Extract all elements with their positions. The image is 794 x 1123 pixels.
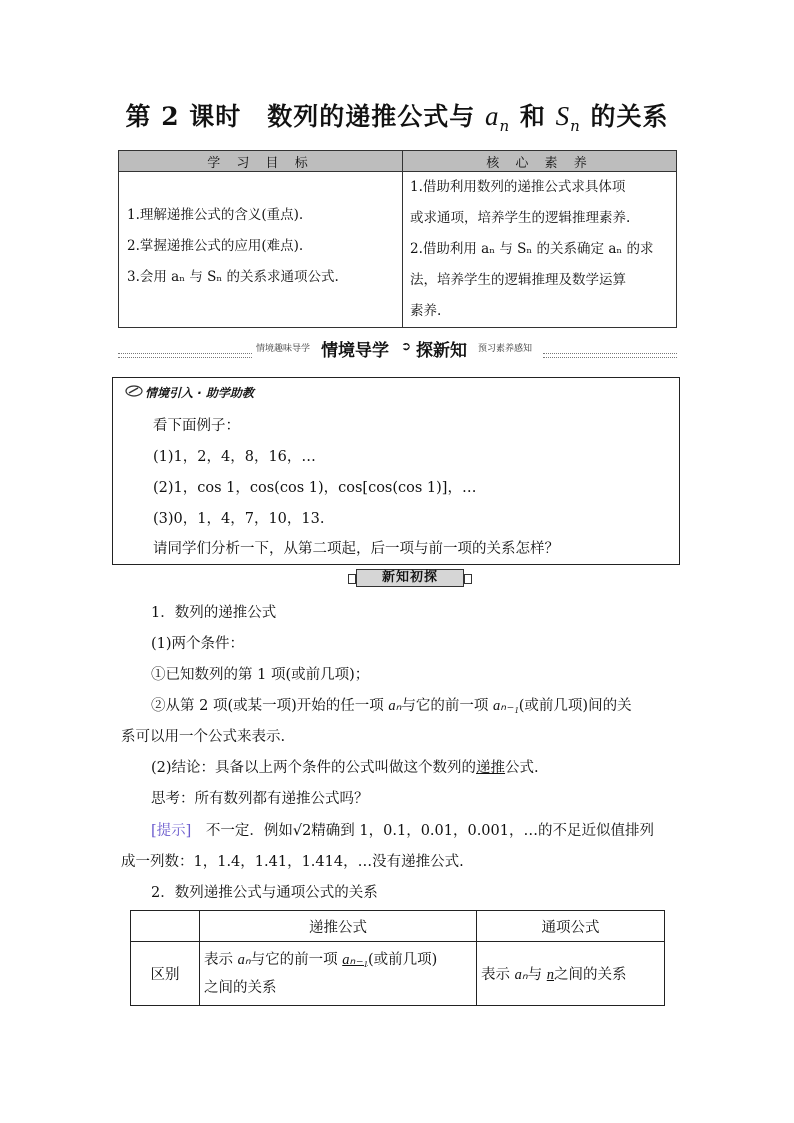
cell-text: 与它的前一项 xyxy=(250,951,343,968)
banner-title-left: 情境导学 xyxy=(321,341,389,361)
intro-line: (2)1，cos 1，cos(cos 1)，cos[cos(cos 1)]，… xyxy=(153,480,477,496)
intro-line: (3)0，1，4，7，10，13. xyxy=(153,511,325,527)
cell-text: 表示 xyxy=(481,967,515,983)
section-tag: 新知初探 xyxy=(356,569,464,587)
conclusion xyxy=(151,756,539,777)
intro-line: 看下面例子： xyxy=(153,418,240,434)
title-suffix: 的关系 xyxy=(580,102,669,131)
condition-2 xyxy=(151,694,632,715)
conclusion-text: 公式. xyxy=(505,760,539,776)
cell-text: (或前几项) xyxy=(367,951,438,968)
objectives-header-left: 学 习 目 标 xyxy=(119,151,403,172)
cell-text: 与 xyxy=(527,967,547,983)
title-s: S xyxy=(555,101,571,131)
literacy-line: 1.借助利用数列的递推公式求具体项 xyxy=(410,179,626,195)
title-prefix: 第 2 课时 数列的递推公式与 xyxy=(125,102,486,131)
cell-an1: aₙ₋₁ xyxy=(342,951,368,968)
hint-text: 精确到 1，0.1，0.01，0.001，…的不足近似值排列 xyxy=(311,823,654,839)
section-heading-2: 2．数列递推公式与通项公式的关系 xyxy=(151,885,378,901)
subheading-conditions: (1)两个条件： xyxy=(151,636,245,652)
title-mid: 和 xyxy=(510,102,556,131)
cond2-an1: aₙ₋₁ xyxy=(493,698,519,714)
table-corner-cell xyxy=(131,911,200,942)
intro-line: (1)1，2，4，8，16，… xyxy=(153,449,316,465)
objectives-header-right: 核 心 素 养 xyxy=(403,151,677,172)
relation-table xyxy=(130,910,665,1006)
intro-heading: 情境引入 · 助学助教 xyxy=(145,386,254,400)
title-a: a xyxy=(485,101,500,131)
condition-2-cont: 系可以用一个公式来表示. xyxy=(121,729,286,745)
cell-text: 表示 xyxy=(204,951,238,968)
objective-item: 3.会用 aₙ 与 Sₙ 的关系求通项公式. xyxy=(127,269,339,285)
objective-item: 2.掌握递推公式的应用(难点). xyxy=(127,238,304,254)
col-header-recursive: 递推公式 xyxy=(200,911,477,942)
literacy-line: 或求通项，培养学生的逻辑推理素养. xyxy=(410,210,631,226)
banner-title-right: 探新知 xyxy=(416,341,467,361)
banner-arrow-icon: ➲ xyxy=(401,339,412,353)
hint-text: 不一定．例如 xyxy=(191,823,293,839)
section-banner xyxy=(118,337,677,359)
hint-line-cont: 成一列数：1，1.4，1.41，1.414，…没有递推公式. xyxy=(121,854,464,870)
conclusion-underlined: 递推 xyxy=(476,760,506,776)
literacy-line: 2.借助利用 aₙ 与 Sₙ 的关系确定 aₙ 的求 xyxy=(410,241,654,257)
sqrt-two: √2 xyxy=(292,823,312,839)
objective-item: 1.理解递推公式的含义(重点). xyxy=(127,207,304,223)
title-sub-n: n xyxy=(499,117,511,135)
cell-an: aₙ xyxy=(237,951,251,968)
cell-text: 之间的关系 xyxy=(554,967,627,983)
row-label-difference: 区别 xyxy=(131,942,200,1006)
title-sub-n2: n xyxy=(570,117,581,135)
literacy-line: 素养. xyxy=(410,303,442,319)
cond2-text: 与它的前一项 xyxy=(401,698,494,714)
page-title xyxy=(0,97,794,135)
cond2-an: aₙ xyxy=(388,698,402,714)
banner-rule-right xyxy=(543,353,677,358)
intro-box xyxy=(112,377,680,565)
section-heading-1: 1．数列的递推公式 xyxy=(151,605,277,621)
cell-general xyxy=(477,942,665,1006)
think-question: 思考：所有数列都有递推公式吗？ xyxy=(151,791,369,807)
cell-text: 之间的关系 xyxy=(204,979,277,996)
objectives-left-cell xyxy=(119,172,403,328)
cond2-text: (或前几项)间的关 xyxy=(518,698,632,714)
conclusion-text: (2)结论：具备以上两个条件的公式叫做这个数列的 xyxy=(151,760,477,776)
cell-an: aₙ xyxy=(514,967,528,983)
cell-n: n xyxy=(546,967,554,983)
banner-small-left: 情境趣味导学 xyxy=(256,344,311,354)
objectives-table xyxy=(118,150,677,328)
col-header-general: 通项公式 xyxy=(477,911,665,942)
banner-small-right: 预习素养感知 xyxy=(478,344,533,354)
hint-line xyxy=(151,819,654,840)
hint-label: [提示] xyxy=(151,823,192,839)
objectives-right-cell xyxy=(403,172,677,328)
literacy-line: 法，培养学生的逻辑推理及数学运算 xyxy=(410,272,626,288)
banner-rule-left xyxy=(118,353,252,358)
condition-1: ①已知数列的第 1 项(或前几项)； xyxy=(151,667,370,683)
intro-line: 请同学们分析一下，从第二项起，后一项与前一项的关系怎样？ xyxy=(153,541,559,557)
pen-icon xyxy=(125,384,143,398)
cell-recursive xyxy=(200,942,477,1006)
cond2-text: ②从第 2 项(或某一项)开始的任一项 xyxy=(151,698,389,714)
